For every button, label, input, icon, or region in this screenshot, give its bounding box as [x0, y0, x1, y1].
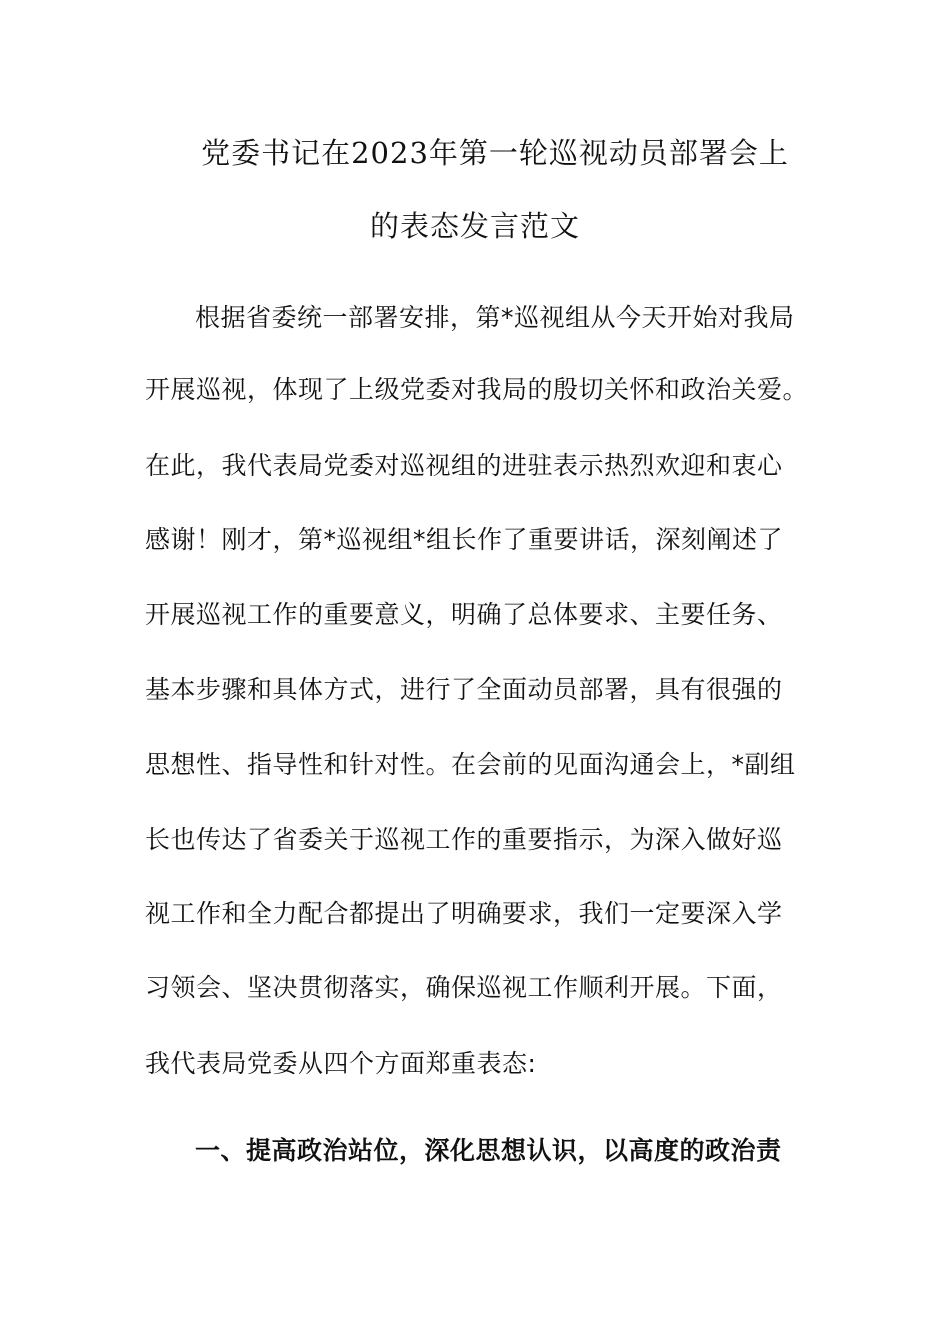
document-title-line-2: 的表态发言范文	[369, 209, 580, 243]
paragraph-line: 长也传达了省委关于巡视工作的重要指示，为深入做好巡	[145, 825, 783, 854]
paragraph-line: 习领会、坚决贯彻落实，确保巡视工作顺利开展。下面，	[145, 973, 783, 1002]
paragraph-line: 我代表局党委从四个方面郑重表态:	[145, 1049, 537, 1078]
paragraph-line: 思想性、指导性和针对性。在会前的见面沟通会上，*副组	[145, 750, 796, 779]
paragraph-line: 开展巡视工作的重要意义，明确了总体要求、主要任务、	[145, 600, 783, 629]
paragraph-line: 视工作和全力配合都提出了明确要求，我们一定要深入学	[145, 899, 783, 928]
paragraph-line: 感谢！刚才，第*巡视组*组长作了重要讲话，深刻阐述了	[145, 525, 784, 554]
paragraph-line: 基本步骤和具体方式，进行了全面动员部署，具有很强的	[145, 675, 783, 704]
paragraph-line: 在此，我代表局党委对巡视组的进驻表示热烈欢迎和衷心	[145, 451, 783, 480]
document-title-line-1: 党委书记在2023年第一轮巡视动员部署会上	[201, 136, 789, 170]
paragraph-line: 根据省委统一部署安排，第*巡视组从今天开始对我局	[195, 303, 795, 332]
section-heading: 一、提高政治站位，深化思想认识，以高度的政治责	[195, 1136, 782, 1165]
paragraph-line: 开展巡视，体现了上级党委对我局的殷切关怀和政治关爱。	[145, 375, 809, 404]
